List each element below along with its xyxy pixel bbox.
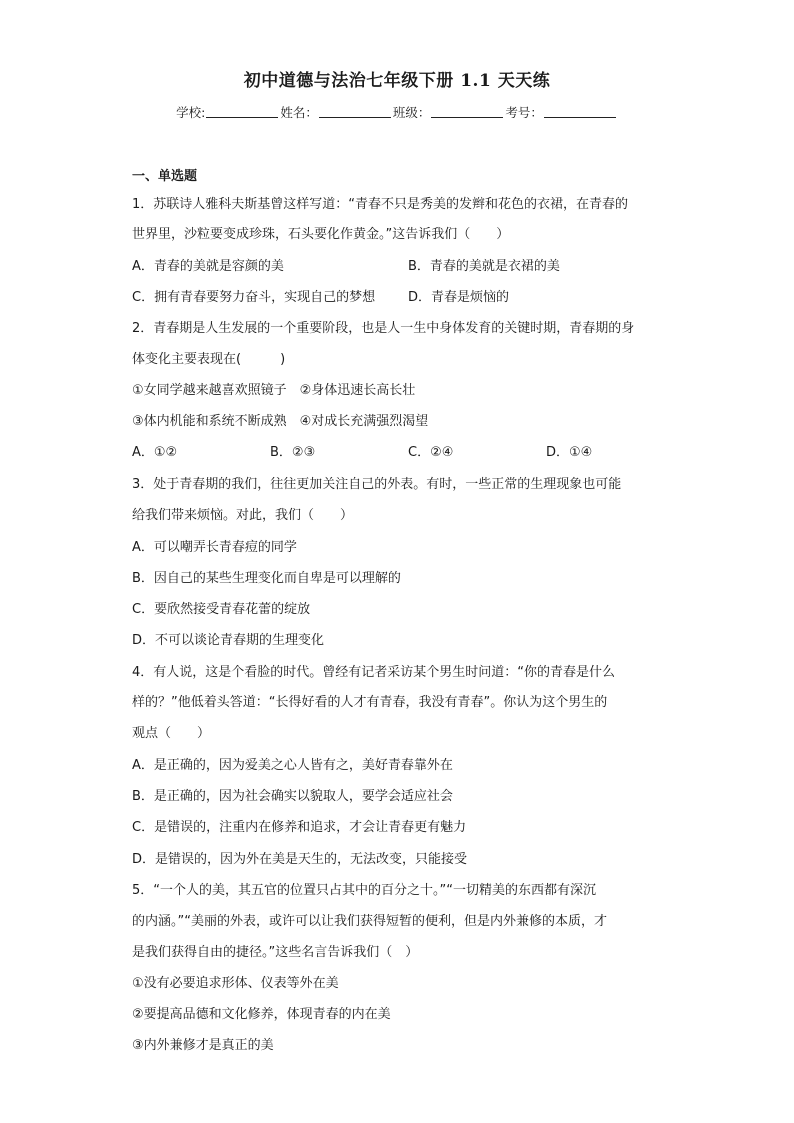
page-title: 初中道德与法治七年级下册 1.1 天天练 [243,71,551,91]
question-2-option-a[interactable]: A．①② [132,445,178,460]
question-2-line-1: 2．青春期是人生发展的一个重要阶段，也是人一生中身体发育的关键时期，青春期的身 [132,321,635,336]
question-2-option-d[interactable]: D．①④ [546,445,593,460]
name-blank[interactable] [319,105,391,118]
question-4-option-c[interactable]: C．是错误的，注重内在修养和追求，才会让青春更有魅力 [132,820,467,835]
exam-number-blank[interactable] [544,105,616,118]
question-1-line-1: 1．苏联诗人雅科夫斯基曾这样写道：“青春不只是秀美的发辫和花色的衣裙，在青春的 [132,197,629,212]
question-4-option-d[interactable]: D．是错误的，因为外在美是天生的，无法改变，只能接受 [132,852,468,867]
question-2-statement-row-1: ①女同学越来越喜欢照镜子 ②身体迅速长高长壮 [132,383,416,398]
student-info-row [0,103,794,121]
question-2-option-c[interactable]: C．②④ [408,445,454,460]
question-3-line-2: 给我们带来烦恼。对此，我们（ ） [132,508,354,523]
question-5-statement-1: ①没有必要追求形体、仪表等外在美 [132,976,339,991]
question-4-line-3: 观点（ ） [132,726,211,741]
question-3-option-c[interactable]: C．要欣然接受青春花蕾的绽放 [132,602,311,617]
question-5-line-1: 5．“一个人的美，其五官的位置只占其中的百分之十。”“一切精美的东西都有深沉 [132,883,596,898]
question-3-line-1: 3．处于青春期的我们，往往更加关注自己的外表。有时，一些正常的生理现象也可能 [132,477,622,492]
school-label: 学校: [176,105,206,120]
question-4-option-a[interactable]: A．是正确的，因为爱美之心人皆有之，美好青春靠外在 [132,758,453,773]
section-heading: 一、单选题 [132,169,198,184]
question-5-statement-2: ②要提高品德和文化修养，体现青春的内在美 [132,1007,391,1022]
school-blank[interactable] [206,105,278,118]
question-4-line-2: 样的？”他低着头答道：“长得好看的人才有青春，我没有青春”。你认为这个男生的 [132,695,608,710]
question-1-option-c[interactable]: C．拥有青春要努力奋斗，实现自己的梦想 [132,290,376,305]
question-5-line-3: 是我们获得自由的捷径。”这些名言告诉我们（ ） [132,945,419,960]
question-1-option-d[interactable]: D．青春是烦恼的 [408,290,510,305]
question-1-option-b[interactable]: B．青春的美就是衣裙的美 [408,259,560,274]
class-label: 班级： [392,105,431,120]
question-5-line-2: 的内涵。”“美丽的外表，或许可以让我们获得短暂的便利，但是内外兼修的本质，才 [132,914,607,929]
class-blank[interactable] [431,105,503,118]
question-4-option-b[interactable]: B．是正确的，因为社会确实以貌取人，要学会适应社会 [132,789,453,804]
question-2-statement-row-2: ③体内机能和系统不断成熟 ④对成长充满强烈渴望 [132,414,429,429]
question-2-option-b[interactable]: B．②③ [270,445,316,460]
question-2-line-2: 体变化主要表现在( ) [132,352,286,367]
question-1-option-a[interactable]: A．青春的美就是容颜的美 [132,259,284,274]
question-1-line-2: 世界里，沙粒要变成珍珠，石头要化作黄金。”这告诉我们（ ） [132,227,510,242]
exam-number-label: 考号： [505,105,543,120]
question-3-option-b[interactable]: B．因自己的某些生理变化而自卑是可以理解的 [132,571,401,586]
question-3-option-a[interactable]: A．可以嘲弄长青春痘的同学 [132,540,297,555]
name-label: 姓名： [280,105,318,120]
question-5-statement-3: ③内外兼修才是真正的美 [132,1038,274,1053]
question-4-line-1: 4．有人说，这是个看脸的时代。曾经有记者采访某个男生时问道：“你的青春是什么 [132,665,616,680]
question-3-option-d[interactable]: D．不可以谈论青春期的生理变化 [132,633,325,648]
